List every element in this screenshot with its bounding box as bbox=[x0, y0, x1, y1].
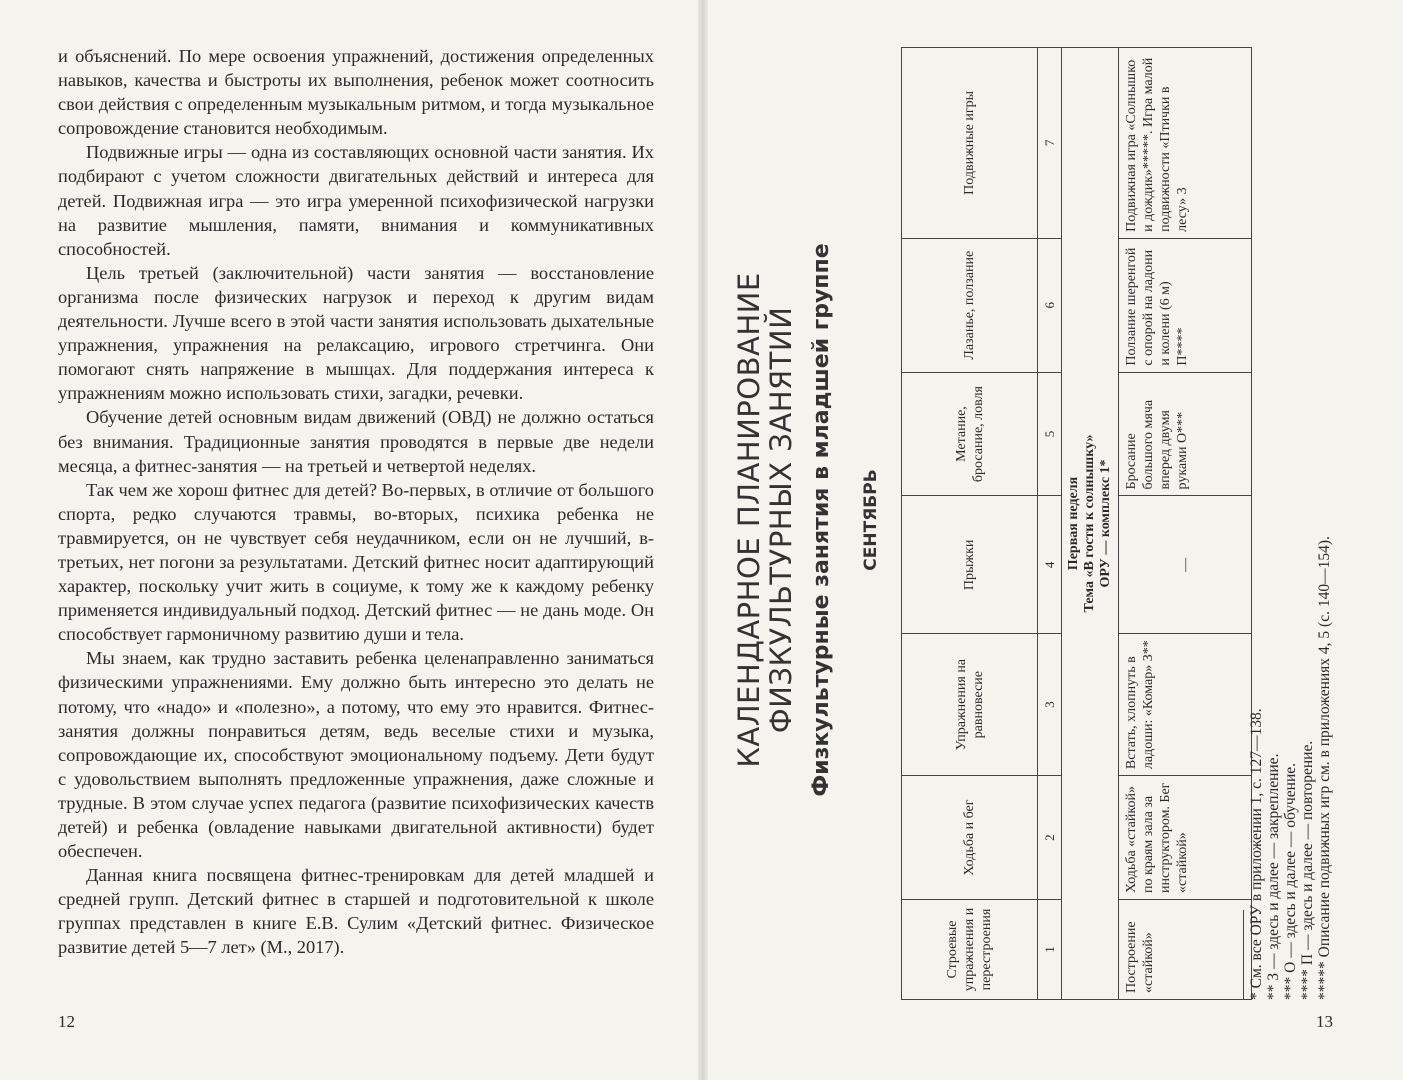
table-cell: — bbox=[1119, 496, 1252, 634]
plan-table bbox=[901, 47, 1252, 1000]
footnote-divider bbox=[1243, 910, 1244, 1000]
table-header-cell: Подвижные игры bbox=[902, 48, 1038, 239]
footnote: ** З — здесь и далее — закрепление. bbox=[1265, 753, 1282, 1000]
table-cell: Встать, хлопнуть в ладоши: «Комар» З** bbox=[1119, 634, 1252, 776]
title-line-1: КАЛЕНДАРНОЕ ПЛАНИРОВАНИЕ bbox=[732, 272, 766, 768]
paragraph: Так чем же хорош фитнес для детей? Во-первых, в отличие от большого спорта, редко случаются травмы, во-вторых, психика ребенка не травмируется, он не чувствует себя неудачником, если он не лучший, в-третьих, нет погони за результатами. Детский фитнес носит адаптирующий характер, поскольку учит жить в социуме, к тому же к каждому ребенку применяется индивидуальный подход. Детский фитнес — не дань моде. Он способствует гармоничному развитию души и тела. bbox=[58, 479, 654, 645]
table-cell: Бросание большого мяча вперед двумя руками О*** bbox=[1119, 372, 1252, 496]
topic-label: Тема «В гости к солнышку» bbox=[1082, 434, 1097, 613]
footnote: *** О — здесь и далее — обучение. bbox=[1282, 762, 1299, 1000]
table-header-cell: Упражнения на равновесие bbox=[902, 634, 1038, 776]
right-page-rotated-content bbox=[732, 40, 1333, 1000]
column-number: 4 bbox=[1038, 496, 1062, 634]
table-row bbox=[1119, 48, 1252, 1000]
column-number: 3 bbox=[1038, 634, 1062, 776]
table-cell: Ходьба «стайкой» по краям зала за инструктором. Бег «стайкой» bbox=[1119, 776, 1252, 900]
column-number: 1 bbox=[1038, 900, 1062, 1000]
page-number-left: 12 bbox=[58, 1012, 75, 1031]
table-cell: Подвижная игра «Солнышко и дождик»*****. Игра малой подвижности «Птички в лесу» 3 bbox=[1119, 48, 1252, 239]
table-header-cell: Лазанье, ползание bbox=[902, 238, 1038, 372]
column-number: 6 bbox=[1038, 238, 1062, 372]
table-theme-row bbox=[1062, 48, 1119, 1000]
column-number: 2 bbox=[1038, 776, 1062, 900]
left-page-text bbox=[58, 44, 654, 960]
paragraph: Данная книга посвящена фитнес-тренировкам для детей младшей и средней групп. Детский фитнес в старшей и подготовительной к школе группах представлен в книге Е.В. Сулим «Детский фитнес. Физическое развитие детей 5—7 лет» (М., 2017). bbox=[58, 865, 654, 958]
paragraph: Мы знаем, как трудно заставить ребенка целенаправленно заниматься физическими упражнениями. Ему должно быть интересно это делать не потому, что «надо» и «полезно», а потому, что ему это нравится. Фитнес-занятия должны понравиться детям, ведь веселые стихи и музыка, сопровождающие их, способствуют эмоциональному подъему. Дети будут с удовольствием выполнять предложенные упражнения, даже сложные и трудные. В этом случае успех педагога (развитие психофизических качеств детей) и ребенка (овладение навыками двигательной активности) будет обеспечен. bbox=[58, 648, 654, 862]
page-number-right: 13 bbox=[1316, 1012, 1333, 1031]
paragraph: Цель третьей (заключительной) части занятия — восстановление организма после физических нагрузок и переход к другим видам деятельности. Лучше всего в этой части занятия использовать дыхательные упражнения, упражнения на релаксацию, игрового стретчинга. Они помогают снять напряжение в мышцах. Для поддержания интереса к упражнениям можно использовать стихи, загадки, речевки. bbox=[58, 262, 654, 404]
paragraph: Подвижные игры — одна из составляющих основной части занятия. Их подбирают с учетом сложности двигательных действий и интереса для детей. Подвижная игра — это игра умеренной психофизической нагрузки на развитие мышления, памяти, внимания и коммуникативных способностей. bbox=[58, 142, 654, 259]
page-title bbox=[733, 40, 797, 1000]
table-header-cell: Ходьба и бег bbox=[902, 776, 1038, 900]
page-subtitle: Физкультурные занятия в младшей группе bbox=[809, 243, 834, 797]
table-cell: Ползание шеренгой с опорой на ладони и колени (6 м) П**** bbox=[1119, 238, 1252, 372]
theme-cell bbox=[1062, 48, 1119, 1000]
footnote: * См. все ОРУ в приложении 1, с. 127—138. bbox=[1248, 708, 1265, 1000]
paragraph: и объяснений. По мере освоения упражнений, достижения определенных навыков, качества и быстроты их выполнения, ребенок может соотносить свои действия с определенным музыкальным ритмом, и тогда музыкальное сопровождение становится необходимым. bbox=[58, 46, 654, 139]
footnote: ***** Описание подвижных игр см. в приложениях 4, 5 (с. 140—154). bbox=[1316, 536, 1333, 1000]
table-header-cell: Метание, бросание, ловля bbox=[902, 372, 1038, 496]
table-header-row bbox=[902, 48, 1038, 1000]
footnote: **** П — здесь и далее — повторение. bbox=[1299, 740, 1316, 1000]
table-header-cell: Строевые упражнения и перестроения bbox=[902, 900, 1038, 1000]
column-number: 5 bbox=[1038, 372, 1062, 496]
paragraph: Обучение детей основным видам движений (ОВД) не должно остаться без внимания. Традиционные занятия проводятся в первые две недели месяца, а фитнес-занятия — на третьей и четвертой неделях. bbox=[58, 407, 654, 476]
footnotes bbox=[1243, 40, 1333, 1000]
week-label: Первая неделя bbox=[1066, 476, 1081, 571]
table-cell: Построение «стайкой» bbox=[1119, 900, 1252, 1000]
table-header-cell: Прыжки bbox=[902, 496, 1038, 634]
column-number: 7 bbox=[1038, 48, 1062, 239]
book-gutter bbox=[698, 0, 708, 1080]
table-number-row bbox=[1038, 48, 1062, 1000]
complex-label: ОРУ — комплекс 1* bbox=[1098, 459, 1113, 588]
title-line-2: ФИЗКУЛЬТУРНЫХ ЗАНЯТИЙ bbox=[764, 306, 798, 734]
month-heading: СЕНТЯБРЬ bbox=[861, 469, 881, 571]
